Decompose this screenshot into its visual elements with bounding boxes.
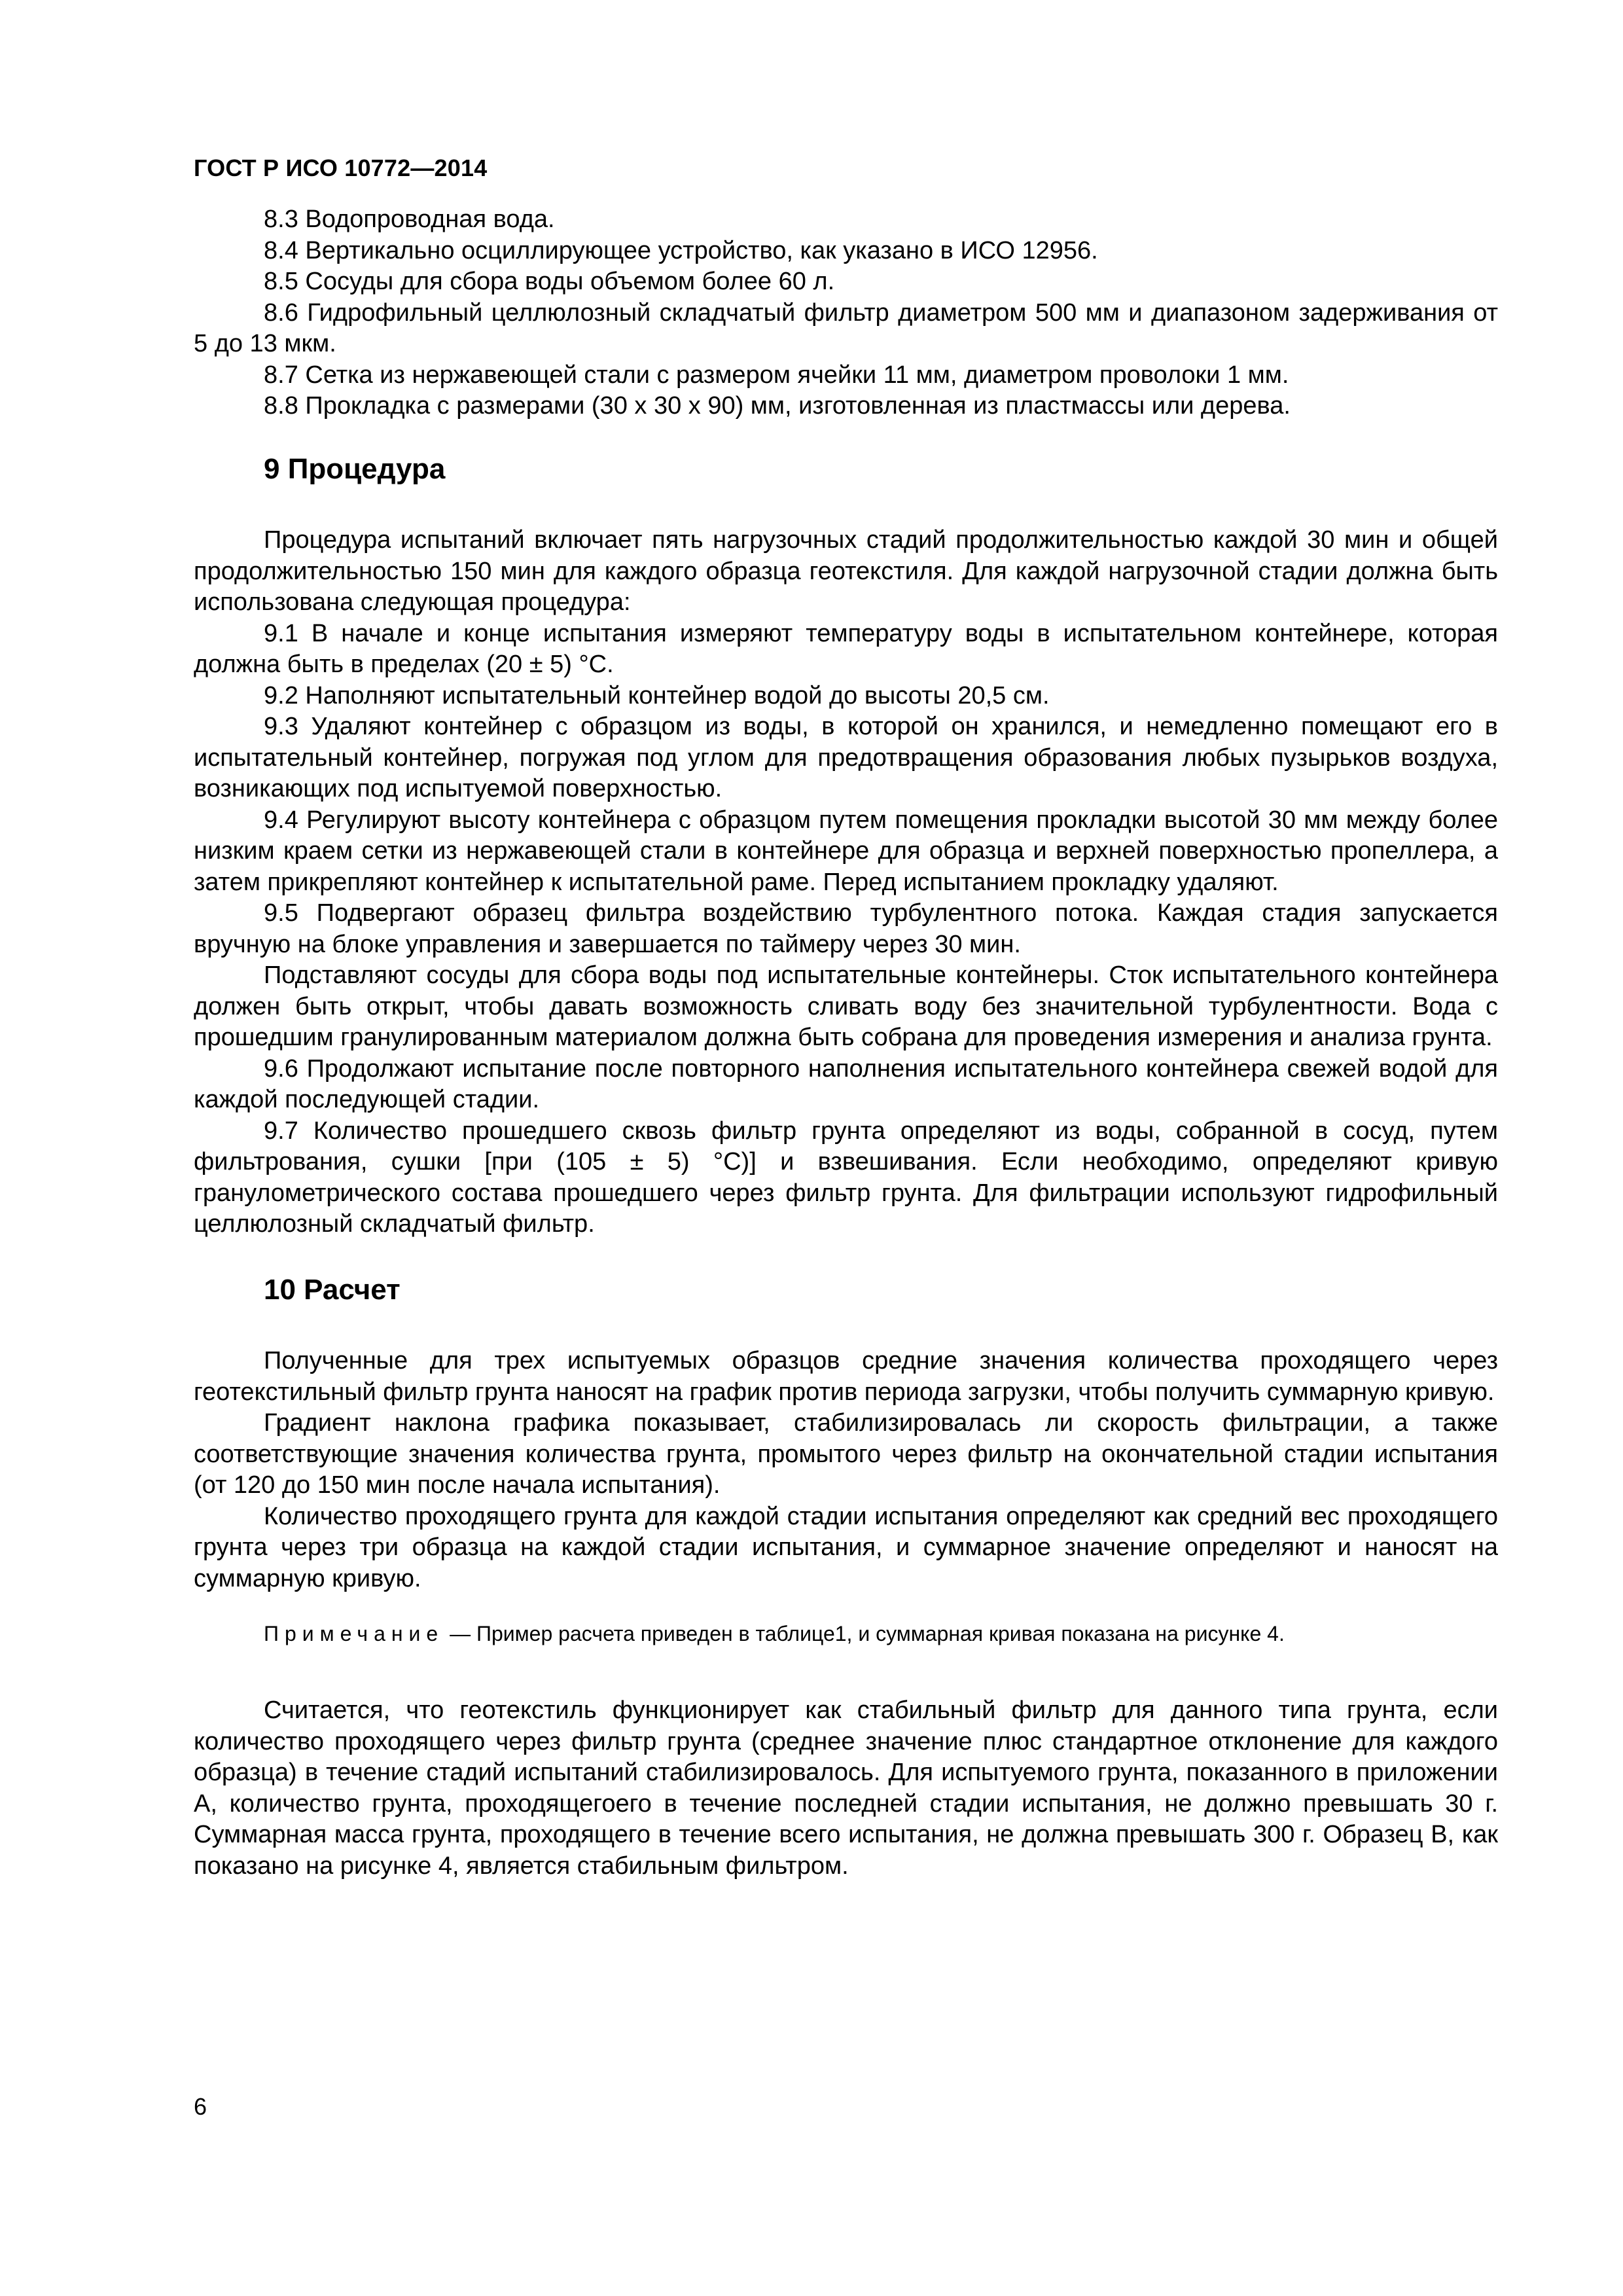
document-header: ГОСТ Р ИСО 10772—2014 bbox=[194, 154, 488, 181]
paragraph-9-2: 9.2 Наполняют испытательный контейнер водой до высоты 20,5 см. bbox=[264, 681, 1050, 709]
paragraph-8-3: 8.3 Водопроводная вода. bbox=[264, 206, 555, 233]
section-10-heading: 10 Расчет bbox=[264, 1273, 401, 1306]
paragraph-9-3: 9.3 Удаляют контейнер с образцом из воды, в которой он хранился, и немедленно помещают его в испытательный контейнер, погружая под углом для предотвращения образования любых пузырьков воздуха, возникающих под испытуемой поверхностью. bbox=[194, 713, 1498, 802]
note-label: Примечание bbox=[264, 1622, 444, 1645]
note bbox=[194, 1621, 1498, 1647]
section-9-heading: 9 Процедура bbox=[264, 452, 446, 485]
paragraph-10-final: Считается, что геотекстиль функционирует как стабильный фильтр для данного типа грунта, если количество проходящего через фильтр грунта (среднее значение плюс стандартное отклонение для каждого образца) в течение стадий испытаний стабилизировалось. Для испытуемого грунта, показанного в приложении А, количество грунта, проходящегоего в течение последней стадии испытания, не должно превышать 30 г. Суммарная масса грунта, проходящего в течение всего испытания, не должна превышать 300 г. Образец В, как показано на рисунке 4, является стабильным фильтром. bbox=[194, 1696, 1498, 1880]
paragraph-10-3: Количество проходящего грунта для каждой стадии испытания определяют как средний вес проходящего грунта через три образца на каждой стадии испытания, и суммарное значение определяют и наносят на суммарную кривую. bbox=[194, 1502, 1498, 1592]
paragraph-9-7: 9.7 Количество прошедшего сквозь фильтр грунта определяют из воды, собранной в сосуд, путем фильтрования, сушки [при (105 ± 5) °С)] и взвешивания. Если необходимо, определяют кривую гранулометрического состава прошедшего через фильтр грунта. Для фильтрации используют гидрофильный целлюлозный складчатый фильтр. bbox=[194, 1117, 1498, 1238]
paragraph-9-4: 9.4 Регулируют высоту контейнера с образцом путем помещения прокладки высотой 30 мм между более низким краем сетки из нержавеющей стали в контейнере для образца и верхней поверхностью пропеллера, а затем прикрепляют контейнер к испытательной раме. Перед испытанием прокладку удаляют. bbox=[194, 806, 1498, 896]
note-text: — Пример расчета приведен в таблице1, и суммарная кривая показана на рисунке 4. bbox=[444, 1622, 1285, 1645]
paragraph-9-5: 9.5 Подвергают образец фильтра воздействию турбулентного потока. Каждая стадия запускается вручную на блоке управления и завершается по таймеру через 30 мин. bbox=[194, 899, 1498, 958]
paragraph-8-8: 8.8 Прокладка с размерами (30 x 30 x 90) мм, изготовленная из пластмассы или дерева. bbox=[264, 392, 1291, 420]
paragraph-8-5: 8.5 Сосуды для сбора воды объемом более 60 л. bbox=[264, 268, 835, 295]
paragraph-8-6: 8.6 Гидрофильный целлюлозный складчатый фильтр диаметром 500 мм и диапазоном задерживания от 5 до 13 мкм. bbox=[194, 298, 1498, 357]
paragraph-9-1: 9.1 В начале и конце испытания измеряют температуру воды в испытательном контейнере, которая должна быть в пределах (20 ± 5) °С. bbox=[194, 619, 1498, 678]
paragraph-9-5-cont: Подставляют сосуды для сбора воды под испытательные контейнеры. Сток испытательного контейнера должен быть открыт, чтобы давать возможность сливать воду без значительной турбулентности. Вода с прошедшим гранулированным материалом должна быть собрана для проведения измерения и анализа грунта. bbox=[194, 961, 1498, 1051]
page-number: 6 bbox=[194, 2093, 207, 2120]
paragraph-10-2: Градиент наклона графика показывает, стабилизировалась ли скорость фильтрации, а также соответствующие значения количества грунта, промытого через фильтр на окончательной стадии испытания (от 120 до 150 мин после начала испытания). bbox=[194, 1409, 1498, 1499]
paragraph-10-1: Полученные для трех испытуемых образцов средние значения количества проходящего через геотекстильный фильтр грунта наносят на график против периода загрузки, чтобы получить суммарную кривую. bbox=[194, 1347, 1498, 1406]
paragraph-8-7: 8.7 Сетка из нержавеющей стали с размером ячейки 11 мм, диаметром проволоки 1 мм. bbox=[264, 361, 1289, 389]
paragraph-9-6: 9.6 Продолжают испытание после повторного наполнения испытательного контейнера свежей водой для каждой последующей стадии. bbox=[194, 1054, 1498, 1113]
paragraph-8-4: 8.4 Вертикально осциллирующее устройство, как указано в ИСО 12956. bbox=[264, 236, 1098, 264]
paragraph-9-intro: Процедура испытаний включает пять нагрузочных стадий продолжительностью каждой 30 мин и общей продолжительностью 150 мин для каждого образца геотекстиля. Для каждой нагрузочной стадии должна быть использована следующая процедура: bbox=[194, 526, 1498, 616]
document-body bbox=[194, 204, 1498, 1882]
